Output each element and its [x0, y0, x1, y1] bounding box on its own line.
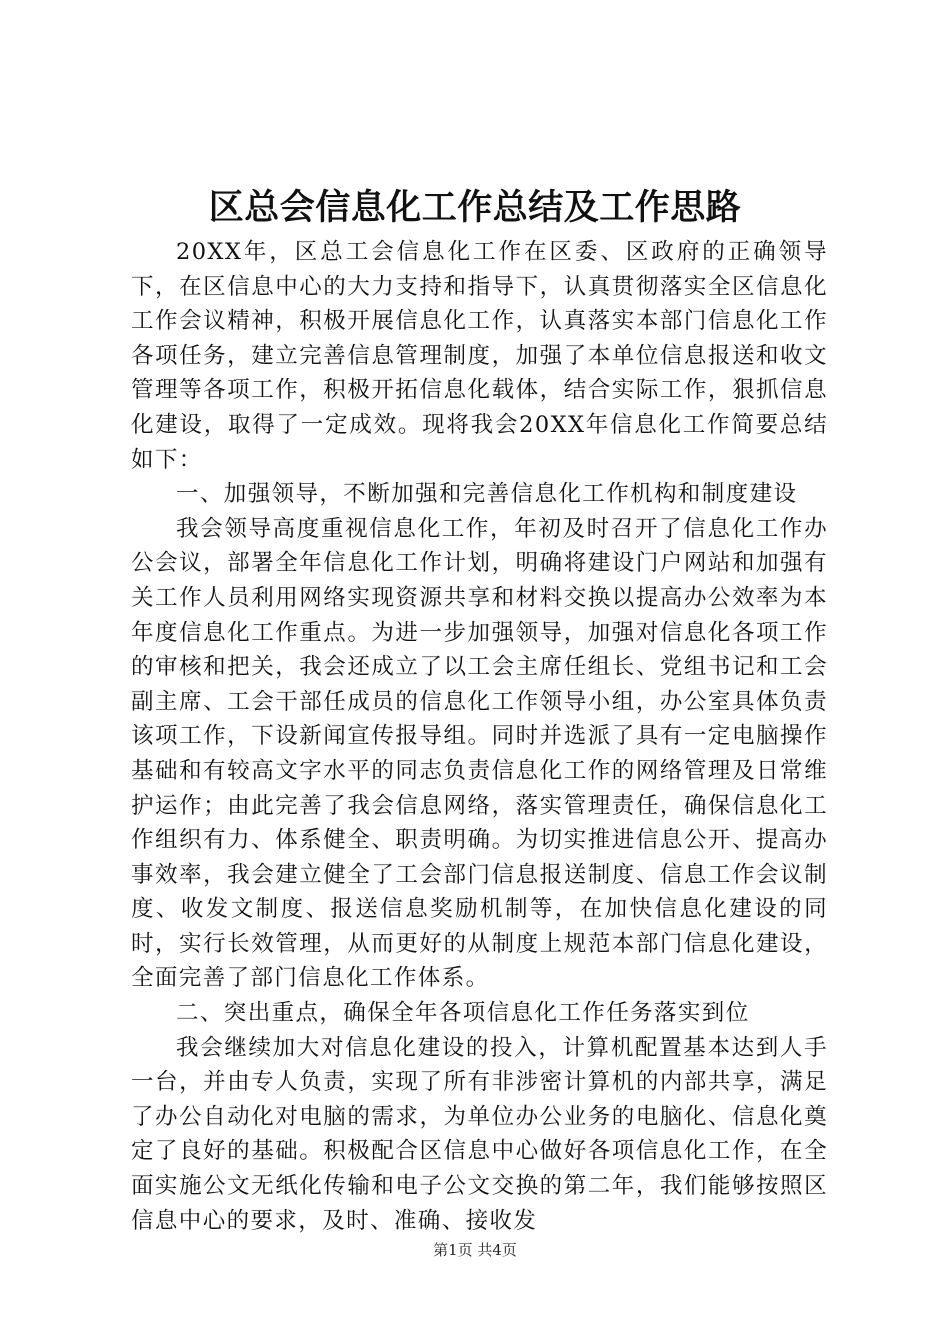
section-1-paragraph: 我会领导高度重视信息化工作，年初及时召开了信息化工作办公会议，部署全年信息化工作计划，明确将建设门户网站和加强有关工作人员利用网络实现资源共享和材料交换以提高办公效率为本年度信息化工作重点。为进一步加强领导，加强对信息化各项工作的审核和把关，我会还成立了以工会主席任组长、党组书记和工会副主席、工会干部任成员的信息化工作领导小组，办公室具体负责该项工作，下设新闻宣传报导组。同时并选派了具有一定电脑操作基础和有较高文字水平的同志负责信息化工作的网络管理及日常维护运作；由此完善了我会信息网络，落实管理责任，确保信息化工作组织有力、体系健全、职责明确。为切实推进信息公开、提高办事效率，我会建立健全了工会部门信息报送制度、信息工作会议制度、收发文制度、报送信息奖励机制等，在加快信息化建设的同时，实行长效管理，从而更好的从制度上规范本部门信息化建设，全面完善了部门信息化工作体系。 — [131, 515, 828, 992]
page-number-footer: 第1页 共4页 — [433, 1241, 517, 1259]
document-body — [131, 235, 828, 1238]
section-heading-1: 一、加强领导，不断加强和完善信息化工作机构和制度建设 — [176, 481, 798, 508]
section-2-paragraph: 我会继续加大对信息化建设的投入，计算机配置基本达到人手一台，并由专人负责，实现了所有非涉密计算机的内部共享，满足了办公自动化对电脑的需求，为单位办公业务的电脑化、信息化奠定了良好的基础。积极配合区信息中心做好各项信息化工作，在全面实施公文无纸化传输和电子公文交换的第二年，我们能够按照区信息中心的要求，及时、准确、接收发 — [131, 1034, 828, 1234]
section-heading-2: 二、突出重点，确保全年各项信息化工作任务落实到位 — [176, 1000, 750, 1027]
intro-paragraph: 20XX年，区总工会信息化工作在区委、区政府的正确领导下，在区信息中心的大力支持和指导下，认真贯彻落实全区信息化工作会议精神，积极开展信息化工作，认真落实本部门信息化工作各项任务，建立完善信息管理制度，加强了本单位信息报送和收文管理等各项工作，积极开拓信息化载体，结合实际工作，狠抓信息化建设，取得了一定成效。现将我会20XX年信息化工作简要总结如下： — [131, 239, 828, 473]
document-title: 区总会信息化工作总结及工作思路 — [208, 187, 742, 228]
